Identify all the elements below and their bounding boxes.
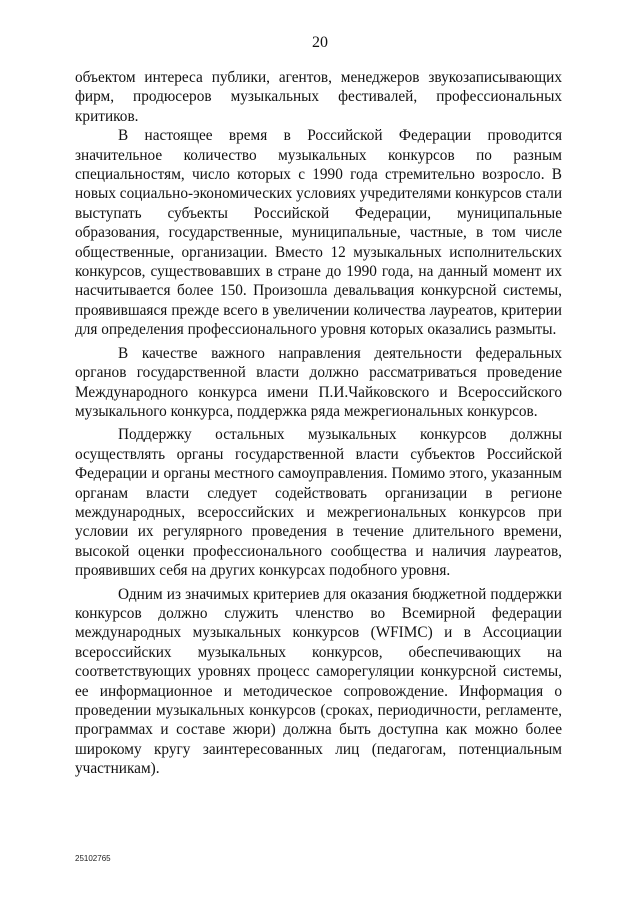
paragraph: Одним из значимых критериев для оказания бюджетной поддержки конкурсов должно служить членство во Всемирной федерации международных музыкальных конкурсов (WFIMC) и в Ассоциации всероссийских музыкальных конкурсов, обеспечивающих на соответствующих уровнях процесс саморегуляции конкурсной системы, ее информационное и методическое сопровождение. Информация о проведении музыкальных конкурсов (сроках, периодичности, регламенте, программах и составе жюри) должна быть доступна как можно более широкому кругу заинтересованных лиц (педагогам, потенциальным участникам). [75,585,562,778]
page-number: 20 [312,34,328,51]
document-body [75,68,562,779]
paragraph-continuation: объектом интереса публики, агентов, менеджеров звукозаписывающих фирм, продюсеров музыкальных фестивалей, профессиональных критиков. [75,69,562,125]
paragraph: Поддержку остальных музыкальных конкурсов должны осуществлять органы государственной власти субъектов Российской Федерации и органы местного самоуправления. Помимо этого, указанным органам власти следует содействовать организации в регионе международных, всероссийских и межрегиональных конкурсов при условии их регулярного проведения в течение длительного времени, высокой оценки профессионального сообщества и наличия лауреатов, проявивших себя на других конкурсах подобного уровня. [75,426,562,580]
document-code: 25102765 [75,854,111,863]
paragraph: В настоящее время в Российской Федерации проводится значительное количество музыкальных конкурсов по разным специальностям, число которых с 1990 года стремительно возросло. В новых социально-экономических условиях учредителями конкурсов стали выступать субъекты Российской Федерации, муниципальные образования, государственные, муниципальные, частные, в том числе общественные, организации. Вместо 12 музыкальных исполнительских конкурсов, существовавших в стране до 1990 года, на данный момент их насчитывается более 150. Произошла девальвация конкурсной системы, проявившаяся прежде всего в увеличении количества лауреатов, критерии для определения профессионального уровня которых оказались размыты. [75,127,563,339]
paragraph: В качестве важного направления деятельности федеральных органов государственной власти должно рассматриваться проведение Международного конкурса имени П.И.Чайковского и Всероссийского музыкального конкурса, поддержка ряда межрегиональных конкурсов. [75,344,562,420]
